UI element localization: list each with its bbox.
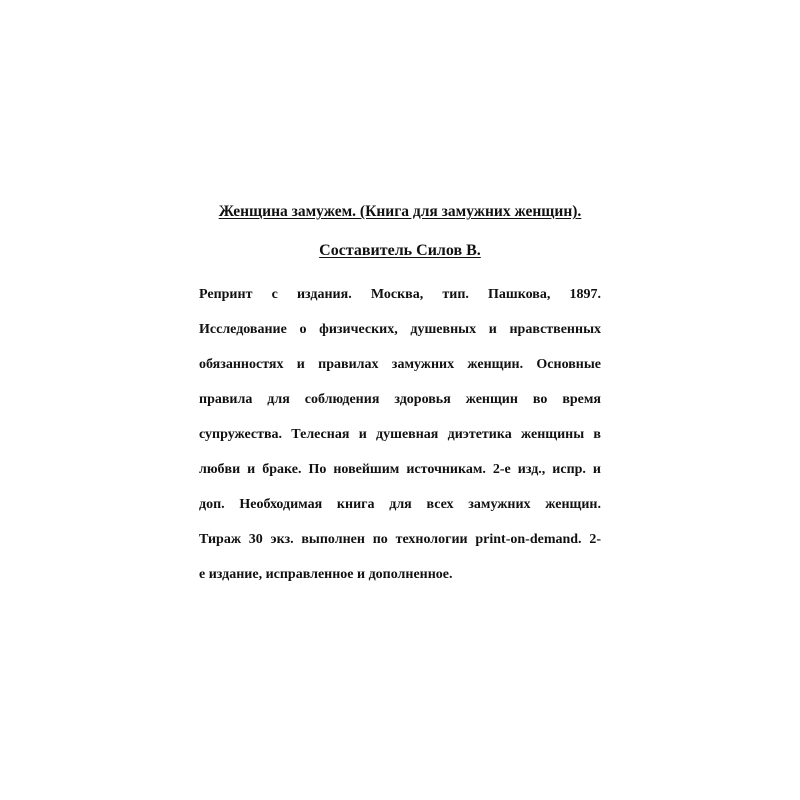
paragraph-line: обязанностях и правилах замужних женщин. Основные <box>199 357 601 372</box>
paragraph-line: супружества. Телесная и душевная диэтетика женщины в <box>199 427 601 442</box>
description-paragraph <box>199 285 601 600</box>
paragraph-line: правила для соблюдения здоровья женщин во время <box>199 392 601 407</box>
paragraph-line: Исследование о физических, душевных и нравственных <box>199 322 601 337</box>
document-title: Женщина замужем. (Книга для замужних женщин). <box>218 203 582 220</box>
paragraph-line: любви и браке. По новейшим источникам. 2-е изд., испр. и <box>199 462 601 477</box>
document-author: Составитель Силов В. <box>319 242 481 259</box>
paragraph-line: е издание, исправленное и дополненное. <box>199 567 453 582</box>
paragraph-line: Репринт с издания. Москва, тип. Пашкова, 1897. <box>199 287 601 302</box>
paragraph-line: доп. Необходимая книга для всех замужних женщин. <box>199 497 601 512</box>
paragraph-line: Тираж 30 экз. выполнен по технологии print-on-demand. 2- <box>199 532 601 547</box>
